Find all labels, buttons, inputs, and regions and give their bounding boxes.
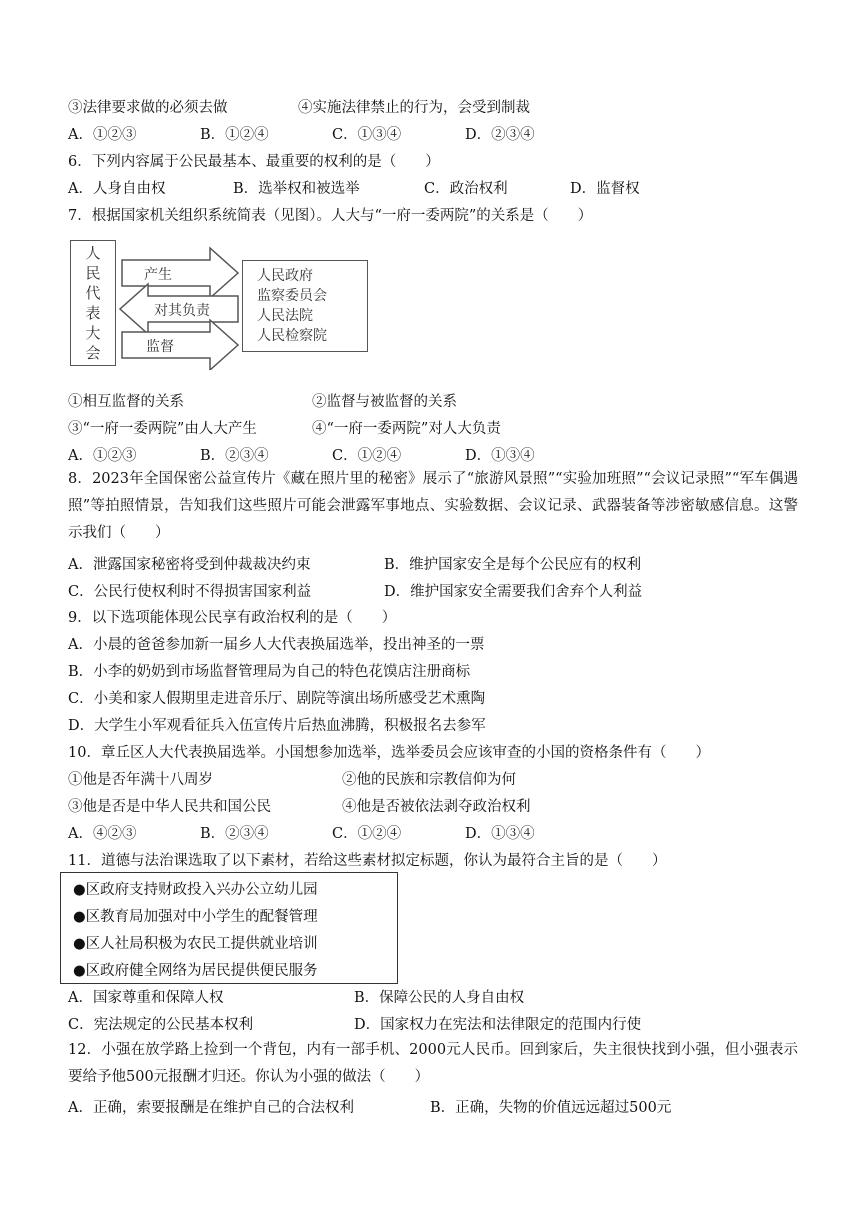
q7-statement-3: ③“一府一委两院”由人大产生 xyxy=(68,421,257,437)
q10-stem: 10．章丘区人大代表换届选举。小国想参加选举，选举委员会应该审查的小国的资格条件有（ ） xyxy=(68,745,710,761)
q7-option-c[interactable]: C．①②④ xyxy=(332,448,402,464)
arrow-label-supervise: 监督 xyxy=(146,339,174,355)
organ-government: 人民政府 xyxy=(257,268,313,284)
material-item: ●区教育局加强对中小学生的配餐管理 xyxy=(73,909,318,925)
q6-option-b[interactable]: B．选举权和被选举 xyxy=(233,181,360,197)
q12-option-a[interactable]: A．正确，索要报酬是在维护自己的合法权利 xyxy=(68,1100,354,1116)
npc-char: 表 xyxy=(85,304,101,322)
state-organs-box xyxy=(242,260,368,352)
q12-option-b[interactable]: B．正确，失物的价值远远超过500元 xyxy=(430,1100,672,1116)
q10-option-a[interactable]: A．④②③ xyxy=(68,826,137,842)
q5-statement-3: ③法律要求做的必须去做 xyxy=(68,100,228,116)
q11-materials-box xyxy=(60,872,398,984)
q5-statement-4: ④实施法律禁止的行为，会受到制裁 xyxy=(298,100,530,116)
q11-option-c[interactable]: C．宪法规定的公民基本权利 xyxy=(68,1017,254,1033)
q10-statement-2: ②他的民族和宗教信仰为何 xyxy=(342,772,516,788)
q7-option-b[interactable]: B．②③④ xyxy=(200,448,269,464)
q5-option-a[interactable]: A．①②③ xyxy=(68,127,137,143)
q7-statement-4: ④“一府一委两院”对人大负责 xyxy=(312,421,501,437)
npc-char: 会 xyxy=(85,344,101,362)
q7-option-a[interactable]: A．①②③ xyxy=(68,448,137,464)
q6-option-a[interactable]: A．人身自由权 xyxy=(68,181,166,197)
q8-stem: 8．2023年全国保密公益宣传片《藏在照片里的秘密》展示了“旅游风景照”“实验加班照”“会议记录照”“军车偶遇照”等拍照情景，告知我们这些照片可能会泄露军事地点、实验数据、会议记录、武器装备等涉密敏感信息。这警示我们（ ） xyxy=(68,471,798,541)
arrow-label-produce: 产生 xyxy=(144,267,172,283)
organ-supervisory: 监察委员会 xyxy=(257,288,327,304)
q6-option-d[interactable]: D．监督权 xyxy=(570,181,640,197)
q10-option-b[interactable]: B．②③④ xyxy=(200,826,269,842)
q9-option-a[interactable]: A．小晨的爸爸参加新一届乡人大代表换届选举，投出神圣的一票 xyxy=(68,637,485,653)
q8-option-b[interactable]: B．维护国家安全是每个公民应有的权利 xyxy=(384,557,642,573)
arrow-right-top xyxy=(122,248,238,298)
q11-stem: 11．道德与法治课选取了以下素材，若给这些素材拟定标题，你认为最符合主旨的是（ ） xyxy=(68,853,667,869)
material-item: ●区政府支持财政投入兴办公立幼儿园 xyxy=(73,882,318,898)
q9-option-d[interactable]: D．大学生小军观看征兵入伍宣传片后热血沸腾，积极报名去参军 xyxy=(68,718,486,734)
q10-statement-1: ①他是否年满十八周岁 xyxy=(68,772,213,788)
q8-option-c[interactable]: C．公民行使权利时不得损害国家利益 xyxy=(68,584,312,600)
q5-option-d[interactable]: D．②③④ xyxy=(465,127,535,143)
organ-court: 人民法院 xyxy=(257,308,313,324)
q10-statement-3: ③他是否是中华人民共和国公民 xyxy=(68,799,271,815)
q10-option-d[interactable]: D．①③④ xyxy=(465,826,535,842)
arrow-label-responsible: 对其负责 xyxy=(154,303,210,319)
material-item: ●区政府健全网络为居民提供便民服务 xyxy=(73,963,318,979)
q6-option-c[interactable]: C．政治权利 xyxy=(424,181,508,197)
npc-char: 代 xyxy=(85,284,101,302)
npc-char: 大 xyxy=(85,324,101,342)
q9-option-c[interactable]: C．小美和家人假期里走进音乐厅、剧院等演出场所感受艺术熏陶 xyxy=(68,691,486,707)
arrow-right-bottom xyxy=(122,320,238,370)
q11-option-d[interactable]: D．国家权力在宪法和法律限定的范围内行使 xyxy=(354,1017,642,1033)
q6-stem: 6．下列内容属于公民最基本、最重要的权利的是（ ） xyxy=(68,154,440,170)
q7-statement-2: ②监督与被监督的关系 xyxy=(312,394,457,410)
state-organs-diagram xyxy=(70,240,370,370)
q5-option-b[interactable]: B．①②④ xyxy=(200,127,269,143)
q9-option-b[interactable]: B．小李的奶奶到市场监督管理局为自己的特色花馍店注册商标 xyxy=(68,664,471,680)
q8-option-d[interactable]: D．维护国家安全需要我们舍弃个人利益 xyxy=(384,584,643,600)
q7-statement-1: ①相互监督的关系 xyxy=(68,394,184,410)
q10-statement-4: ④他是否被依法剥夺政治权利 xyxy=(342,799,531,815)
q9-stem: 9．以下选项能体现公民享有政治权利的是（ ） xyxy=(68,610,397,626)
q8-option-a[interactable]: A．泄露国家秘密将受到仲裁裁决约束 xyxy=(68,557,311,573)
q12-stem: 12．小强在放学路上捡到一个背包，内有一部手机、2000元人民币。回到家后，失主很快找到小强，但小强表示要给予他500元报酬才归还。你认为小强的做法（ ） xyxy=(68,1042,798,1085)
q5-option-c[interactable]: C．①③④ xyxy=(332,127,402,143)
q7-stem: 7．根据国家机关组织系统简表（见图）。人大与“一府一委两院”的关系是（ ） xyxy=(68,208,593,224)
q11-option-b[interactable]: B．保障公民的人身自由权 xyxy=(354,990,525,1006)
organ-procuratorate: 人民检察院 xyxy=(257,328,327,344)
material-item: ●区人社局积极为农民工提供就业培训 xyxy=(73,936,318,952)
npc-char: 民 xyxy=(85,264,101,282)
q7-option-d[interactable]: D．①③④ xyxy=(465,448,535,464)
q11-option-a[interactable]: A．国家尊重和保障人权 xyxy=(68,990,224,1006)
q10-option-c[interactable]: C．①②④ xyxy=(332,826,402,842)
npc-char: 人 xyxy=(85,244,101,262)
